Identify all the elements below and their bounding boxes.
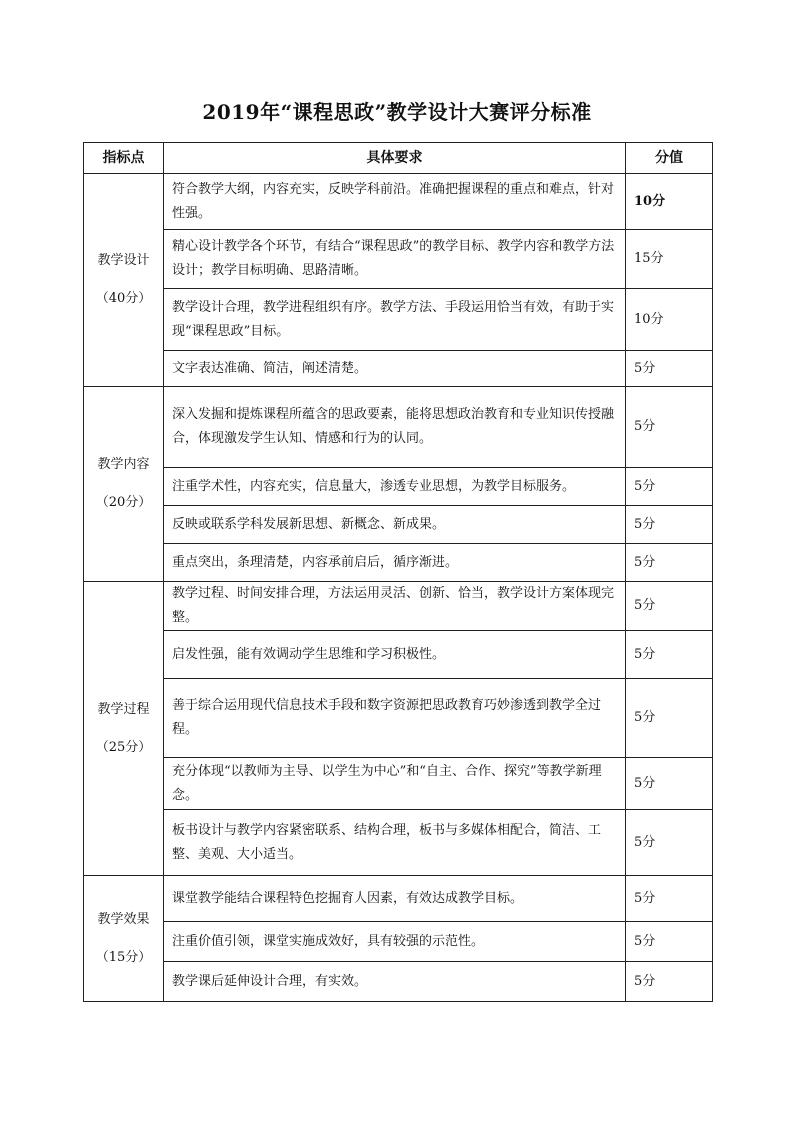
score-cell: 5分 xyxy=(626,679,713,758)
table-row xyxy=(84,582,713,631)
section-name: 教学设计 xyxy=(97,253,150,268)
section-cell-content xyxy=(84,387,164,582)
header-indicator: 指标点 xyxy=(84,143,164,174)
section-cell-process xyxy=(84,582,164,876)
score-cell: 5分 xyxy=(626,631,713,679)
requirement-cell: 教学过程、时间安排合理，方法运用灵活、创新、恰当，教学设计方案体现完整。 xyxy=(164,582,626,631)
requirement-cell: 善于综合运用现代信息技术手段和数字资源把思政教育巧妙渗透到教学全过程。 xyxy=(164,679,626,758)
table-row xyxy=(84,758,713,810)
table-row xyxy=(84,506,713,544)
table-row xyxy=(84,468,713,506)
table-row xyxy=(84,174,713,230)
section-cell-design xyxy=(84,174,164,387)
section-points: （40分） xyxy=(95,291,152,306)
score-cell: 5分 xyxy=(626,506,713,544)
section-points: （20分） xyxy=(95,495,152,510)
section-points: （15分） xyxy=(95,949,152,965)
rubric-table xyxy=(83,142,713,1002)
table-row xyxy=(84,230,713,289)
score-cell: 5分 xyxy=(626,876,713,922)
table-row xyxy=(84,289,713,351)
requirement-cell: 教学设计合理，教学进程组织有序。教学方法、手段运用恰当有效，有助于实现“课程思政”目标。 xyxy=(164,289,626,351)
table-header-row xyxy=(84,143,713,174)
requirement-cell: 文字表达准确、简洁，阐述清楚。 xyxy=(164,351,626,387)
score-cell: 10分 xyxy=(626,174,713,230)
requirement-cell: 启发性强，能有效调动学生思维和学习积极性。 xyxy=(164,631,626,679)
score-cell: 10分 xyxy=(626,289,713,351)
table-row xyxy=(84,922,713,962)
requirement-cell: 符合教学大纲，内容充实，反映学科前沿。准确把握课程的重点和难点，针对性强。 xyxy=(164,174,626,230)
requirement-cell: 反映或联系学科发展新思想、新概念、新成果。 xyxy=(164,506,626,544)
table-row xyxy=(84,631,713,679)
section-name: 教学效果 xyxy=(97,911,150,927)
header-requirement: 具体要求 xyxy=(164,143,626,174)
table-row xyxy=(84,876,713,922)
section-name: 教学过程 xyxy=(97,701,150,717)
table-row xyxy=(84,962,713,1002)
requirement-cell: 课堂教学能结合课程特色挖掘育人因素，有效达成教学目标。 xyxy=(164,876,626,922)
table-row xyxy=(84,387,713,468)
requirement-cell: 深入发掘和提炼课程所蕴含的思政要素，能将思想政治教育和专业知识传授融合，体现激发学生认知、情感和行为的认同。 xyxy=(164,387,626,468)
section-name: 教学内容 xyxy=(97,457,150,472)
requirement-cell: 充分体现“以教师为主导、以学生为中心”和“自主、合作、探究”等教学新理念。 xyxy=(164,758,626,810)
score-cell: 5分 xyxy=(626,387,713,468)
score-cell: 5分 xyxy=(626,758,713,810)
header-score: 分值 xyxy=(626,143,713,174)
score-cell: 5分 xyxy=(626,351,713,387)
score-cell: 5分 xyxy=(626,962,713,1002)
table-row xyxy=(84,679,713,758)
score-cell: 5分 xyxy=(626,582,713,631)
score-cell: 5分 xyxy=(626,810,713,876)
score-cell: 5分 xyxy=(626,544,713,582)
requirement-cell: 注重价值引领，课堂实施成效好，具有较强的示范性。 xyxy=(164,922,626,962)
requirement-cell: 板书设计与教学内容紧密联系、结构合理，板书与多媒体相配合，简洁、工整、美观、大小适当。 xyxy=(164,810,626,876)
section-points: （25分） xyxy=(95,739,152,755)
requirement-cell: 教学课后延伸设计合理，有实效。 xyxy=(164,962,626,1002)
table-row xyxy=(84,810,713,876)
table-row xyxy=(84,351,713,387)
requirement-cell: 精心设计教学各个环节，有结合“课程思政”的教学目标、教学内容和教学方法设计；教学目标明确、思路清晰。 xyxy=(164,230,626,289)
table-row xyxy=(84,544,713,582)
requirement-cell: 重点突出，条理清楚，内容承前启后，循序渐进。 xyxy=(164,544,626,582)
score-cell: 5分 xyxy=(626,922,713,962)
requirement-cell: 注重学术性，内容充实，信息量大，渗透专业思想，为教学目标服务。 xyxy=(164,468,626,506)
document-title: 2019年“课程思政”教学设计大赛评分标准 xyxy=(202,100,592,124)
score-cell: 5分 xyxy=(626,468,713,506)
section-cell-effect xyxy=(84,876,164,1002)
score-cell: 15分 xyxy=(626,230,713,289)
